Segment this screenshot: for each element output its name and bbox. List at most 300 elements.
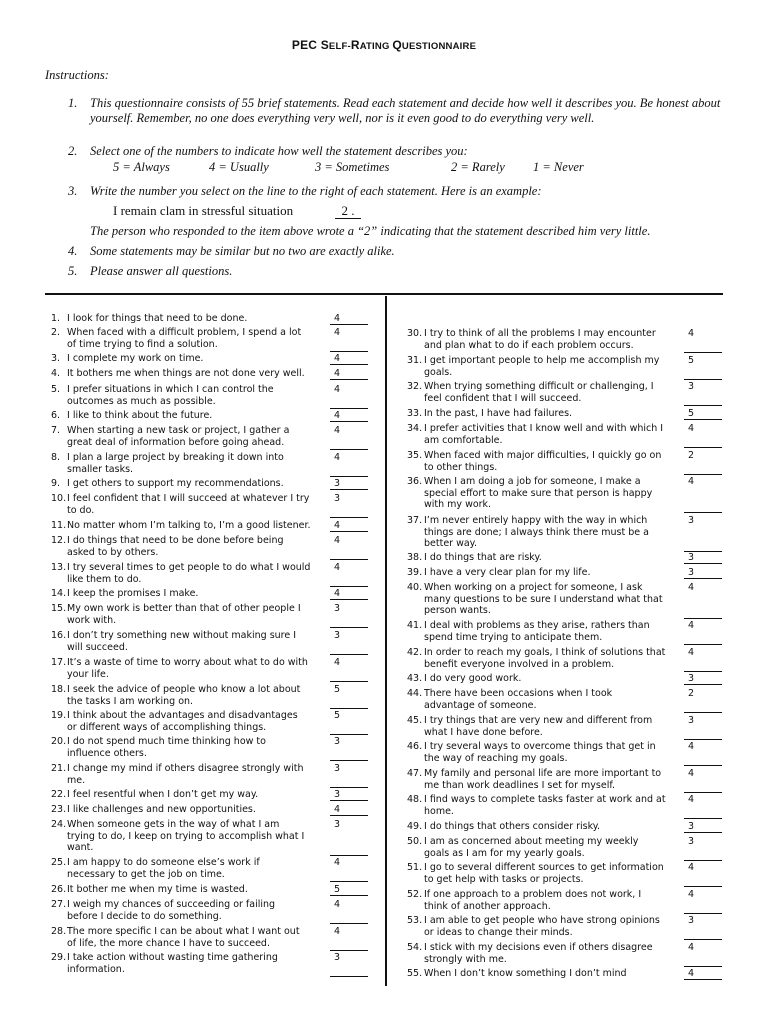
question-number: 1.	[51, 313, 61, 324]
question-item	[407, 582, 688, 617]
answer-value: 3	[688, 821, 695, 832]
question-number: 47.	[407, 768, 423, 779]
scale-usually: 4 = Usually	[209, 160, 269, 174]
question-number: 29.	[51, 952, 67, 963]
column-divider	[385, 296, 387, 986]
answer-value: 4	[334, 353, 341, 364]
question-number: 55.	[407, 968, 423, 979]
answer-line	[330, 815, 368, 816]
question-item	[51, 657, 327, 680]
answer-value: 5	[688, 408, 695, 419]
question-item	[407, 647, 688, 670]
answer-value: 3	[688, 381, 695, 392]
instruction-3-note: The person who responded to the item above wrote a “2” indicating that the statement described him very little.	[90, 224, 651, 238]
answer-value: 4	[334, 857, 341, 868]
question-number: 30.	[407, 328, 423, 339]
question-item	[407, 836, 688, 859]
question-number: 4.	[51, 368, 61, 379]
answer-value: 4	[334, 368, 341, 379]
question-number: 31.	[407, 355, 423, 366]
answer-value: 2	[688, 688, 695, 699]
question-number: 11.	[51, 520, 67, 531]
answer-value: 3	[334, 736, 341, 747]
answer-line	[330, 681, 368, 682]
question-text: things are done; I always think there must be a	[424, 526, 649, 538]
answer-line	[684, 832, 722, 833]
answer-value: 3	[688, 552, 695, 563]
question-text: I am as concerned about meeting my weekly	[424, 836, 639, 847]
answer-value: 4	[334, 535, 341, 546]
question-number: 28.	[51, 926, 67, 937]
question-text: I deal with problems as they arise, rathers than	[424, 620, 650, 631]
instruction-3: 3. Write the number you select on the line to the right of each statement. Here is an example:	[68, 184, 542, 198]
answer-value: 4	[688, 582, 695, 593]
answer-line	[684, 939, 722, 940]
question-item	[407, 688, 688, 711]
question-text: When trying something difficult or challenging, I	[424, 381, 654, 392]
question-number: 35.	[407, 450, 423, 461]
question-text: It bothers me when things are not done very well.	[67, 368, 305, 379]
question-number: 50.	[407, 836, 423, 847]
question-item	[407, 552, 688, 564]
question-item	[51, 327, 327, 350]
question-text: asked to by others.	[67, 546, 159, 558]
question-number: 38.	[407, 552, 423, 563]
answer-line	[330, 923, 368, 924]
question-item	[51, 603, 327, 626]
question-text: great deal of information before going ahead.	[67, 436, 285, 448]
answer-line	[684, 419, 722, 420]
question-number: 32.	[407, 381, 423, 392]
answer-value: 3	[334, 952, 341, 963]
question-text: I take action without wasting time gathering	[67, 952, 278, 963]
answer-value: 4	[688, 620, 695, 631]
answer-value: 4	[688, 794, 695, 805]
scale-always: 5 = Always	[113, 160, 170, 174]
question-text: I get others to support my recommendations.	[67, 478, 284, 489]
answer-value: 4	[688, 942, 695, 953]
question-text: of life, the more chance I have to succeed.	[67, 937, 270, 949]
answer-value: 3	[688, 915, 695, 926]
question-text: many questions to be sure I understand what that	[424, 593, 663, 605]
scale-rarely: 2 = Rarely	[451, 160, 505, 174]
answer-line	[330, 449, 368, 450]
answer-line	[684, 644, 722, 645]
instruction-5: 5. Please answer all questions.	[68, 264, 233, 278]
answer-value: 5	[334, 884, 341, 895]
answer-line	[330, 421, 368, 422]
question-item	[51, 763, 327, 786]
answer-line	[330, 654, 368, 655]
question-text: I look for things that need to be done.	[67, 313, 248, 324]
answer-value: 4	[334, 562, 341, 573]
page-title: PEC SELF-RATING QUESTIONNAIRE	[291, 38, 477, 52]
question-text: to get help with tasks or projects.	[424, 873, 584, 885]
question-item	[51, 384, 327, 407]
question-item	[51, 493, 327, 516]
answer-value: 2	[688, 450, 695, 461]
scale-never: 1 = Never	[533, 160, 584, 174]
answer-value: 5	[334, 710, 341, 721]
answer-value: 3	[334, 789, 341, 800]
question-text: I don’t try something new without making sure I	[67, 630, 297, 641]
question-text: person wants.	[424, 605, 491, 616]
question-number: 20.	[51, 736, 67, 747]
answer-value: 4	[688, 328, 695, 339]
question-text: outcomes as much as possible.	[67, 395, 216, 407]
instruction-4: 4. Some statements may be similar but no two are exactly alike.	[68, 244, 395, 258]
answer-line	[684, 474, 722, 475]
answer-value: 5	[334, 684, 341, 695]
question-number: 15.	[51, 603, 67, 614]
answer-line	[684, 671, 722, 672]
question-number: 27.	[51, 899, 67, 910]
answer-value: 3	[688, 673, 695, 684]
question-text: When I am doing a job for someone, I make a	[424, 476, 641, 487]
question-text: goals.	[424, 366, 453, 378]
question-number: 34.	[407, 423, 423, 434]
question-item	[407, 673, 688, 685]
question-item	[407, 423, 688, 446]
question-text: I am able to get people who have strong opinions	[424, 915, 660, 926]
answer-line	[330, 324, 368, 325]
question-text: me.	[67, 774, 86, 786]
question-text: I like to think about the future.	[67, 410, 213, 421]
question-number: 7.	[51, 425, 61, 436]
question-text: It bother me when my time is wasted.	[67, 884, 248, 895]
question-number: 53.	[407, 915, 423, 926]
question-text: like them to do.	[67, 573, 142, 585]
question-item	[407, 328, 688, 351]
answer-line	[684, 447, 722, 448]
question-number: 12.	[51, 535, 67, 546]
question-number: 17.	[51, 657, 67, 668]
question-text: I do very good work.	[424, 673, 522, 684]
answer-value: 3	[334, 603, 341, 614]
question-text: what I have done before.	[424, 726, 543, 738]
answer-value: 4	[334, 804, 341, 815]
answer-line	[684, 379, 722, 380]
question-number: 25.	[51, 857, 67, 868]
question-item	[51, 452, 327, 475]
answer-line	[684, 618, 722, 619]
question-item	[51, 926, 327, 949]
answer-value: 4	[334, 657, 341, 668]
question-text: to other things.	[424, 461, 498, 473]
answer-value: 4	[688, 647, 695, 658]
question-number: 52.	[407, 889, 423, 900]
question-text: better way.	[424, 538, 477, 549]
question-number: 2.	[51, 327, 61, 338]
question-number: 44.	[407, 688, 423, 699]
answer-value: 4	[688, 968, 695, 979]
question-item	[51, 520, 327, 532]
question-text: think of another approach.	[424, 900, 551, 912]
answer-value: 3	[688, 515, 695, 526]
question-text: I feel resentful when I don’t get my way.	[67, 789, 259, 800]
question-number: 45.	[407, 715, 423, 726]
question-text: I seek the advice of people who know a lot about	[67, 684, 301, 695]
question-item	[407, 768, 688, 791]
question-number: 18.	[51, 684, 67, 695]
answer-line	[330, 976, 368, 977]
question-text: I do things that are risky.	[424, 552, 542, 563]
answer-value: 4	[334, 520, 341, 531]
answer-value: 3	[688, 567, 695, 578]
answer-line	[684, 563, 722, 564]
answer-line	[330, 599, 368, 600]
answer-value: 4	[688, 862, 695, 873]
question-text: I have a very clear plan for my life.	[424, 567, 591, 578]
question-text: with my work.	[424, 499, 492, 510]
question-item	[407, 567, 688, 579]
question-text: There have been occasions when I took	[424, 688, 613, 699]
question-number: 22.	[51, 789, 67, 800]
answer-line	[684, 913, 722, 914]
answer-value: 4	[334, 384, 341, 395]
question-item	[407, 942, 688, 965]
question-text: I think about the advantages and disadvantages	[67, 710, 298, 721]
question-item	[407, 715, 688, 738]
question-item	[51, 353, 327, 365]
answer-line	[684, 512, 722, 513]
question-text: information.	[67, 963, 125, 975]
question-number: 54.	[407, 942, 423, 953]
question-item	[51, 804, 327, 816]
question-number: 51.	[407, 862, 423, 873]
question-item	[51, 736, 327, 759]
question-text: I try things that are very new and different from	[424, 715, 653, 726]
question-text: I change my mind if others disagree strongly with	[67, 763, 304, 774]
question-text: I get important people to help me accomplish my	[424, 355, 660, 366]
answer-line	[330, 895, 368, 896]
question-number: 37.	[407, 515, 423, 526]
question-text: trying to do, I keep on trying to accomplish what I	[67, 830, 305, 842]
question-text: I stick with my decisions even if others disagree	[424, 942, 653, 953]
answer-value: 4	[688, 889, 695, 900]
question-item	[51, 588, 327, 600]
question-item	[51, 899, 327, 922]
answer-line	[330, 855, 368, 856]
answer-line	[684, 792, 722, 793]
question-text: In order to reach my goals, I think of solutions that	[424, 647, 666, 658]
question-text: I plan a large project by breaking it down into	[67, 452, 284, 463]
question-text: work with.	[67, 614, 117, 626]
question-item	[51, 789, 327, 801]
question-item	[407, 355, 688, 378]
question-text: If one approach to a problem does not work, I	[424, 889, 642, 900]
question-number: 16.	[51, 630, 67, 641]
question-text: I complete my work on time.	[67, 353, 204, 364]
answer-line	[330, 760, 368, 761]
question-text: When faced with major difficulties, I quickly go on	[424, 450, 662, 461]
instruction-2: 2. Select one of the numbers to indicate how well the statement describes you:	[68, 144, 468, 158]
answer-line	[684, 886, 722, 887]
question-item	[51, 410, 327, 422]
question-item	[407, 821, 688, 833]
question-text: will succeed.	[67, 641, 128, 653]
question-text: me than work deadlines I set for myself.	[424, 779, 616, 791]
question-item	[407, 476, 688, 511]
question-number: 19.	[51, 710, 67, 721]
answer-value: 3	[334, 819, 341, 830]
question-item	[51, 684, 327, 707]
question-text: strongly with me.	[424, 953, 507, 965]
answer-line	[684, 352, 722, 353]
answer-line	[684, 966, 722, 967]
question-number: 40.	[407, 582, 423, 593]
answer-line	[330, 950, 368, 951]
question-text: I try to think of all the problems I may encounter	[424, 328, 656, 339]
question-item	[51, 884, 327, 896]
question-text: advantage of someone.	[424, 699, 537, 711]
question-text: I try several times to get people to do what I would	[67, 562, 311, 573]
answer-line	[330, 800, 368, 801]
answer-value: 4	[334, 926, 341, 937]
section-divider	[45, 293, 723, 295]
answer-line	[330, 379, 368, 380]
question-item	[51, 952, 327, 975]
answer-value: 3	[334, 493, 341, 504]
answer-line	[330, 517, 368, 518]
question-text: I like challenges and new opportunities.	[67, 804, 256, 815]
question-text: special effort to make sure that person is happy	[424, 487, 653, 499]
question-text: When faced with a difficult problem, I spend a lot	[67, 327, 302, 338]
question-number: 36.	[407, 476, 423, 487]
answer-value: 4	[688, 768, 695, 779]
question-text: goals as I am for my yearly goals.	[424, 847, 585, 859]
question-text: I do things that others consider risky.	[424, 821, 601, 832]
question-text: or ideas to change their minds.	[424, 926, 573, 938]
question-item	[51, 630, 327, 653]
question-item	[51, 857, 327, 880]
question-text: In the past, I have had failures.	[424, 408, 573, 419]
question-item	[51, 562, 327, 585]
question-item	[407, 515, 688, 550]
answer-value: 3	[688, 715, 695, 726]
question-text: No matter whom I’m talking to, I’m a good listener.	[67, 520, 311, 531]
question-text: I weigh my chances of succeeding or failing	[67, 899, 276, 910]
question-item	[407, 450, 688, 473]
answer-value: 3	[334, 763, 341, 774]
instructions-label: Instructions:	[45, 68, 109, 82]
answer-line	[684, 765, 722, 766]
question-number: 43.	[407, 673, 423, 684]
answer-value: 4	[334, 588, 341, 599]
question-text: influence others.	[67, 747, 147, 759]
question-number: 42.	[407, 647, 423, 658]
answer-value: 4	[688, 741, 695, 752]
answer-line	[330, 881, 368, 882]
question-text: When someone gets in the way of what I am	[67, 819, 280, 830]
question-text: I find ways to complete tasks faster at work and at	[424, 794, 666, 805]
answer-line	[330, 627, 368, 628]
question-text: before I decide to do something.	[67, 910, 222, 922]
answer-line	[330, 586, 368, 587]
answer-line	[684, 739, 722, 740]
answer-value: 4	[334, 327, 341, 338]
answer-value: 4	[334, 410, 341, 421]
question-text: I prefer situations in which I can control the	[67, 384, 274, 395]
question-text: or different ways of accomplishing things.	[67, 721, 267, 733]
question-number: 13.	[51, 562, 67, 573]
answer-value: 4	[334, 313, 341, 324]
question-text: your life.	[67, 668, 109, 680]
question-text: am comfortable.	[424, 434, 503, 446]
instruction-1: 1. This questionnaire consists of 55 brief statements. Read each statement and decide how well it describes you. Be honest about yourself. Remember, no one does everything very well, nor is it even good to do everything very well.	[68, 96, 721, 125]
question-text: I try several ways to overcome things that get in	[424, 741, 656, 752]
question-item	[407, 862, 688, 885]
question-text: want.	[67, 842, 94, 853]
question-text: to do.	[67, 504, 95, 516]
question-number: 8.	[51, 452, 61, 463]
question-text: It’s a waste of time to worry about what to do with	[67, 657, 308, 668]
question-text: I do things that need to be done before being	[67, 535, 284, 546]
question-item	[407, 968, 688, 980]
question-text: of time trying to find a solution.	[67, 338, 218, 350]
question-number: 41.	[407, 620, 423, 631]
question-number: 26.	[51, 884, 67, 895]
question-text: spend time trying to anticipate them.	[424, 631, 603, 643]
answer-value: 4	[688, 476, 695, 487]
question-text: feel confident that I will succeed.	[424, 392, 582, 404]
question-text: When starting a new task or project, I gather a	[67, 425, 290, 436]
question-text: benefit everyone involved in a problem.	[424, 658, 615, 670]
answer-value: 3	[334, 478, 341, 489]
question-text: the tasks I am working on.	[67, 695, 194, 707]
answer-line	[330, 531, 368, 532]
answer-line	[330, 351, 368, 352]
answer-line	[330, 708, 368, 709]
question-text: I feel confident that I will succeed at whatever I try	[67, 493, 310, 504]
question-text: smaller tasks.	[67, 463, 134, 475]
question-number: 24.	[51, 819, 67, 830]
question-number: 33.	[407, 408, 423, 419]
answer-line	[330, 559, 368, 560]
question-text: I am happy to do someone else’s work if	[67, 857, 260, 868]
question-number: 49.	[407, 821, 423, 832]
question-number: 5.	[51, 384, 61, 395]
answer-value: 3	[688, 836, 695, 847]
answer-line	[684, 712, 722, 713]
question-item	[51, 478, 327, 490]
question-text: the way of reaching my goals.	[424, 752, 568, 764]
question-text: My own work is better than that of other people I	[67, 603, 301, 614]
question-text: I do not spend much time thinking how to	[67, 736, 266, 747]
question-item	[407, 620, 688, 643]
answer-value: 4	[688, 423, 695, 434]
example-answer: 2 .	[335, 203, 361, 219]
question-number: 3.	[51, 353, 61, 364]
question-number: 14.	[51, 588, 67, 599]
question-item	[407, 794, 688, 817]
question-text: home.	[424, 805, 454, 817]
question-number: 48.	[407, 794, 423, 805]
question-text: necessary to get the job on time.	[67, 868, 225, 880]
question-text: The more specific I can be about what I want out	[67, 926, 300, 937]
answer-line	[330, 364, 368, 365]
question-number: 39.	[407, 567, 423, 578]
question-text: I keep the promises I make.	[67, 588, 199, 599]
answer-line	[684, 578, 722, 579]
question-text: My family and personal life are more important to	[424, 768, 662, 779]
question-number: 46.	[407, 741, 423, 752]
answer-value: 4	[334, 899, 341, 910]
question-item	[407, 408, 688, 420]
answer-line	[684, 818, 722, 819]
question-item	[51, 368, 327, 380]
question-item	[51, 425, 327, 448]
